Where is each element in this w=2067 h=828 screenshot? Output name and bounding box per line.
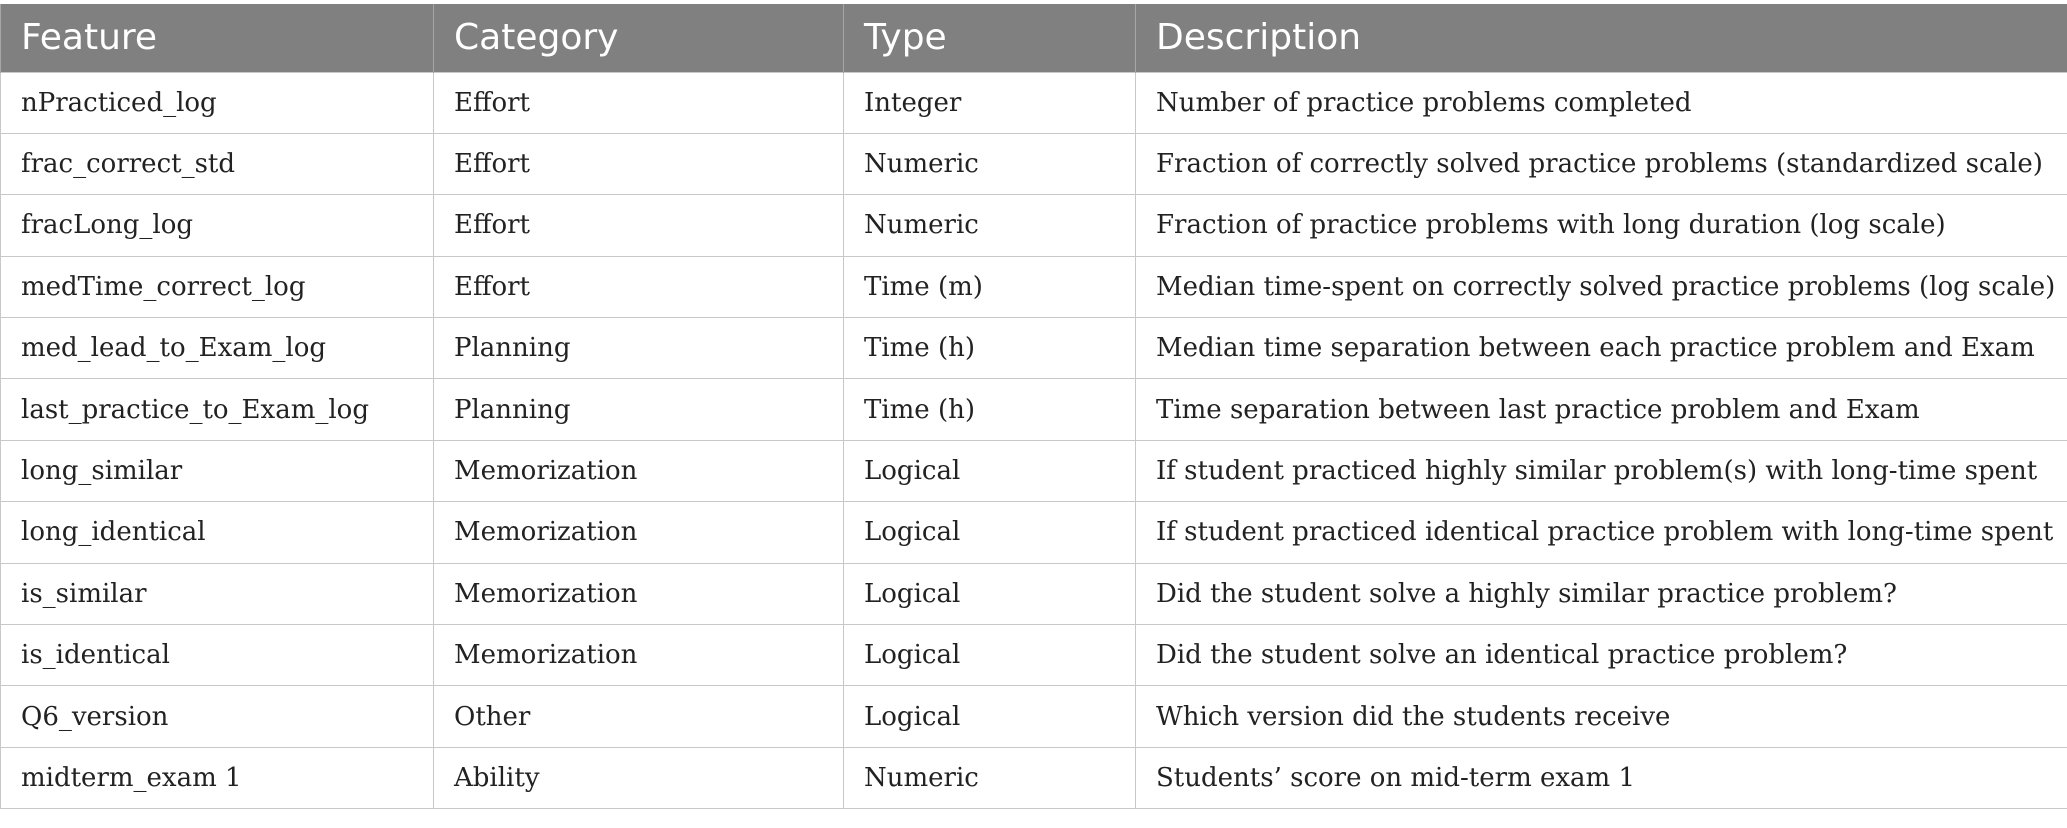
cell-description: Which version did the students receive <box>1136 686 2067 747</box>
table-row <box>1 440 2067 501</box>
table-header <box>1 4 2067 72</box>
cell-category: Ability <box>434 747 844 808</box>
cell-category: Effort <box>434 72 844 133</box>
table-row <box>1 72 2067 133</box>
cell-description: If student practiced highly similar problem(s) with long-time spent <box>1136 440 2067 501</box>
feature-table-container <box>0 4 2067 809</box>
cell-category: Memorization <box>434 625 844 686</box>
table-body <box>1 72 2067 809</box>
table-row <box>1 195 2067 256</box>
cell-feature: Q6_version <box>1 686 434 747</box>
cell-category: Planning <box>434 379 844 440</box>
table-row <box>1 686 2067 747</box>
cell-category: Effort <box>434 256 844 317</box>
cell-type: Logical <box>844 502 1136 563</box>
cell-feature: is_similar <box>1 563 434 624</box>
table-row <box>1 133 2067 194</box>
table-row <box>1 747 2067 808</box>
cell-type: Numeric <box>844 747 1136 808</box>
cell-type: Time (h) <box>844 379 1136 440</box>
cell-description: Students’ score on mid-term exam 1 <box>1136 747 2067 808</box>
column-header-description: Description <box>1136 4 2067 72</box>
cell-description: Fraction of practice problems with long duration (log scale) <box>1136 195 2067 256</box>
cell-feature: nPracticed_log <box>1 72 434 133</box>
cell-category: Memorization <box>434 502 844 563</box>
cell-category: Planning <box>434 318 844 379</box>
cell-type: Integer <box>844 72 1136 133</box>
cell-type: Numeric <box>844 133 1136 194</box>
cell-type: Logical <box>844 686 1136 747</box>
header-row <box>1 4 2067 72</box>
cell-type: Time (m) <box>844 256 1136 317</box>
cell-description: Time separation between last practice problem and Exam <box>1136 379 2067 440</box>
table-row <box>1 502 2067 563</box>
cell-type: Logical <box>844 625 1136 686</box>
feature-table <box>0 4 2067 809</box>
cell-category: Effort <box>434 133 844 194</box>
cell-category: Other <box>434 686 844 747</box>
table-row <box>1 563 2067 624</box>
cell-description: If student practiced identical practice problem with long-time spent <box>1136 502 2067 563</box>
table-row <box>1 256 2067 317</box>
cell-feature: medTime_correct_log <box>1 256 434 317</box>
column-header-category: Category <box>434 4 844 72</box>
cell-feature: is_identical <box>1 625 434 686</box>
cell-type: Logical <box>844 563 1136 624</box>
cell-feature: long_similar <box>1 440 434 501</box>
cell-description: Fraction of correctly solved practice problems (standardized scale) <box>1136 133 2067 194</box>
table-row <box>1 625 2067 686</box>
cell-type: Numeric <box>844 195 1136 256</box>
table-row <box>1 379 2067 440</box>
cell-feature: fracLong_log <box>1 195 434 256</box>
cell-description: Number of practice problems completed <box>1136 72 2067 133</box>
cell-feature: midterm_exam 1 <box>1 747 434 808</box>
cell-description: Did the student solve a highly similar practice problem? <box>1136 563 2067 624</box>
column-header-type: Type <box>844 4 1136 72</box>
cell-description: Did the student solve an identical practice problem? <box>1136 625 2067 686</box>
cell-description: Median time-spent on correctly solved practice problems (log scale) <box>1136 256 2067 317</box>
cell-description: Median time separation between each practice problem and Exam <box>1136 318 2067 379</box>
table-row <box>1 318 2067 379</box>
cell-category: Memorization <box>434 440 844 501</box>
cell-feature: med_lead_to_Exam_log <box>1 318 434 379</box>
cell-type: Logical <box>844 440 1136 501</box>
column-header-feature: Feature <box>1 4 434 72</box>
cell-category: Memorization <box>434 563 844 624</box>
cell-type: Time (h) <box>844 318 1136 379</box>
cell-feature: frac_correct_std <box>1 133 434 194</box>
cell-feature: last_practice_to_Exam_log <box>1 379 434 440</box>
cell-feature: long_identical <box>1 502 434 563</box>
cell-category: Effort <box>434 195 844 256</box>
